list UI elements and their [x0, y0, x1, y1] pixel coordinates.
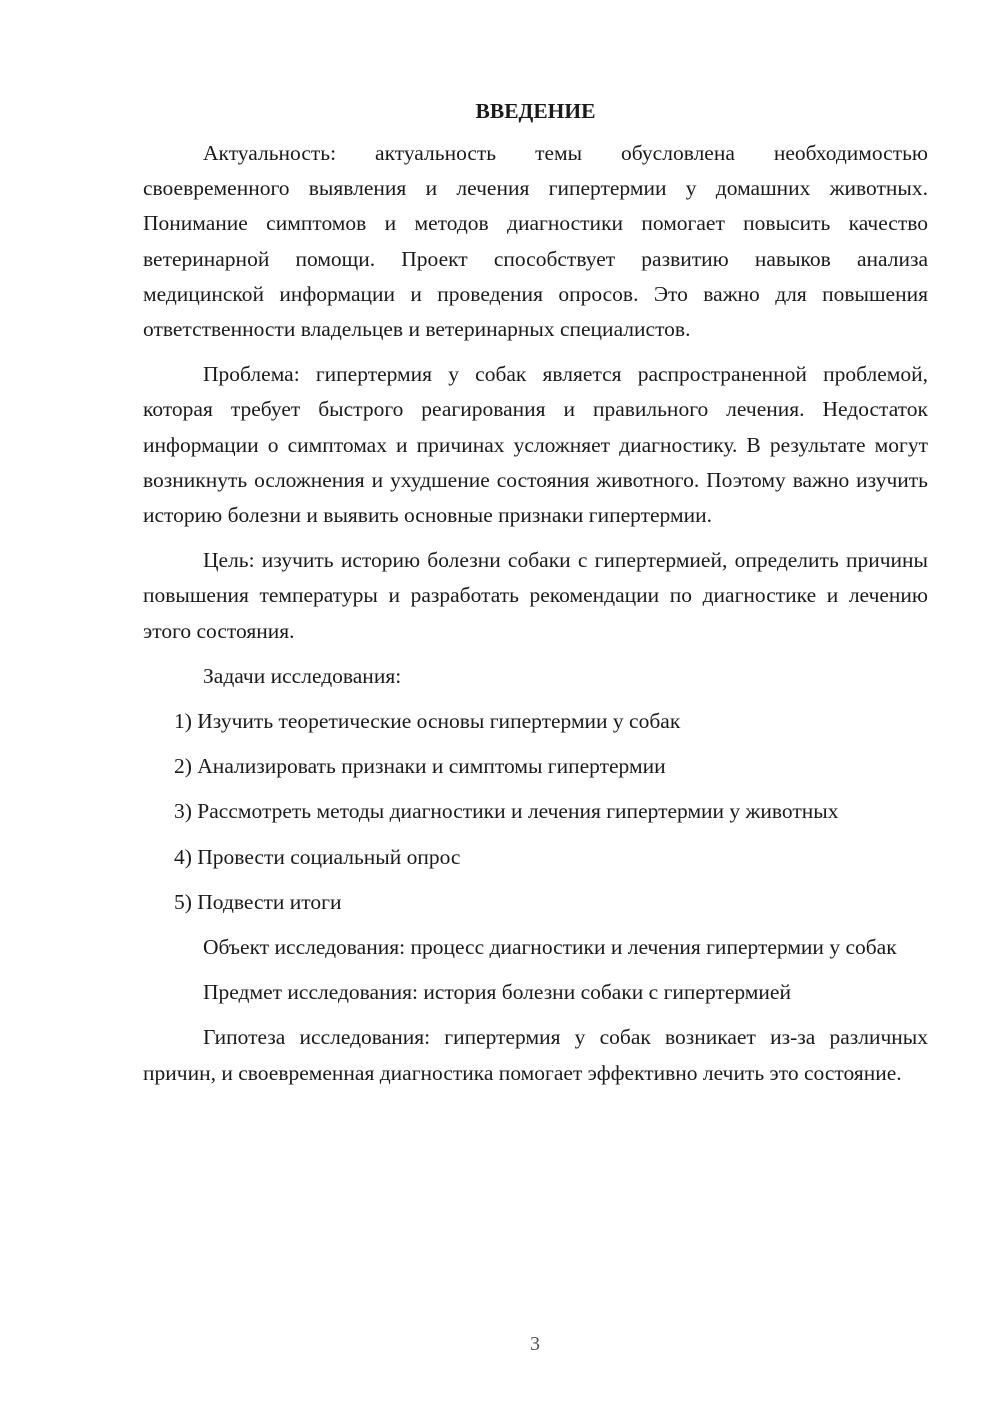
page-number: 3 [530, 1333, 540, 1355]
relevance-paragraph: Актуальность: актуальность темы обусловлена необходимостью своевременного выявления и лечения гипертермии у домашних животных. Понимание симптомов и методов диагностики помогает повысить качество ветеринарной помощи. Проект способствует развитию навыков анализа медицинской информации и проведения опросов. Это важно для повышения ответственности владельцев и ветеринарных специалистов. [143, 141, 928, 342]
hypothesis-paragraph: Гипотеза исследования: гипертермия у собак возникает из-за различных причин, и своевременная диагностика помогает эффективно лечить это состояние. [143, 1025, 928, 1085]
goal-paragraph: Цель: изучить историю болезни собаки с гипертермией, определить причины повышения температуры и разработать рекомендации по диагностике и лечению этого состояния. [143, 548, 928, 643]
task-item-4: 4) Провести социальный опрос [174, 844, 461, 869]
task-item-2: 2) Анализировать признаки и симптомы гипертермии [174, 754, 666, 779]
task-item-3: 3) Рассмотреть методы диагностики и лечения гипертермии у животных [174, 799, 839, 824]
task-item-1: 1) Изучить теоретические основы гипертермии у собак [174, 709, 681, 734]
object-paragraph: Объект исследования: процесс диагностики и лечения гипертермии у собак [203, 935, 897, 960]
page-title: ВВЕДЕНИЕ [475, 99, 596, 123]
subject-paragraph: Предмет исследования: история болезни собаки с гипертермией [203, 980, 791, 1005]
problem-paragraph: Проблема: гипертермия у собак является распространенной проблемой, которая требует быстрого реагирования и правильного лечения. Недостаток информации о симптомах и причинах усложняет диагностику. В результате могут возникнуть осложнения и ухудшение состояния животного. Поэтому важно изучить историю болезни и выявить основные признаки гипертермии. [143, 362, 928, 528]
document-page [143, 96, 928, 1101]
tasks-heading: Задачи исследования: [203, 663, 402, 688]
task-item-5: 5) Подвести итоги [174, 889, 342, 914]
